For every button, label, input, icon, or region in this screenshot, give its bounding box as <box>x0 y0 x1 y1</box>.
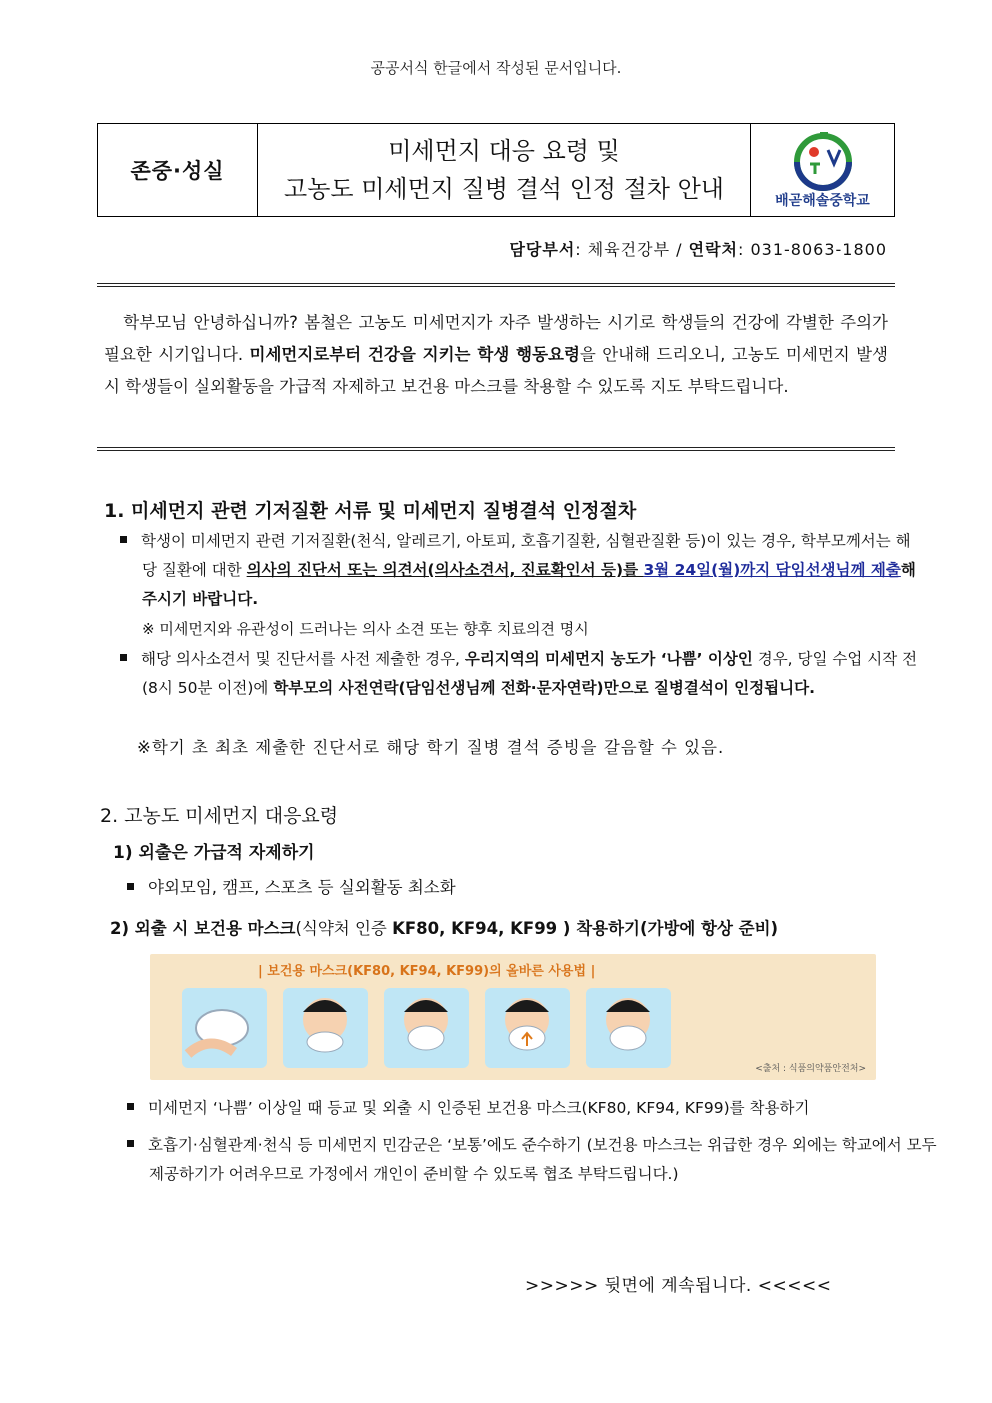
school-logo <box>751 124 894 216</box>
contact-line <box>509 237 887 260</box>
section-1-note-2: ※학기 초 최초 제출한 진단서로 해당 학기 질병 결석 증빙을 갈음할 수 있음. <box>137 738 725 757</box>
bullet-square-icon <box>120 536 127 543</box>
intro-bold: 미세먼지로부터 건강을 지키는 학생 행동요령 <box>249 345 580 364</box>
school-name: 배곧해솔중학교 <box>775 193 870 209</box>
mask-image-caption: | 보건용 마스크(KF80, KF94, KF99)의 올바른 사용법 | <box>258 964 596 979</box>
bullet-square-icon <box>127 883 134 890</box>
document-title <box>258 124 751 216</box>
s1b2-text: 해당 의사소견서 및 진단서를 사전 제출한 경우, <box>141 650 465 668</box>
section-1-title: 1. 미세먼지 관련 기저질환 서류 및 미세먼지 질병결석 인정절차 <box>104 500 637 522</box>
divider-top <box>97 283 895 287</box>
section-1-bullet-1 <box>120 527 922 614</box>
continued-note: >>>>> 뒷면에 계속됩니다. <<<<< <box>525 1276 832 1296</box>
s2-bullet-1-text: 미세먼지 ‘나쁨’ 이상일 때 등교 및 외출 시 인증된 보건용 마스크(KF80, KF94, KF99)를 착용하기 <box>148 1099 810 1117</box>
s2-bullet-2-text: 호흡기·심혈관계·천식 등 미세먼지 민감군은 ‘보통’에도 준수하기 (보건용 마스크는 위급한 경우 외에는 학교에서 모두 제공하기가 어려우므로 가정에서 개인이 준비할 수 있도록 협조 부탁드립니다.) <box>148 1136 937 1183</box>
intro-text-2: 을 안내해 드리오니, 고농도 미세먼지 발생시 학생들이 실외활동을 가급적 자제하고 보건용 마스크를 착용할 수 있도록 지도 부탁드립니다. <box>104 345 888 396</box>
s1b1-underline: 의사의 진단서 또는 의견서(의사소견서, 진료확인서 등)를 <box>246 561 644 579</box>
top-note: 공공서식 한글에서 작성된 문서입니다. <box>370 59 622 77</box>
section-1-note-1: ※ 미세먼지와 유관성이 드러나는 의사 소견 또는 향후 치료의견 명시 <box>142 620 589 638</box>
section-1-bullet-2 <box>120 645 922 703</box>
section-2-bullet-1 <box>127 1094 809 1123</box>
s2-sub1-bullet-text: 야외모임, 캠프, 스포츠 등 실외활동 최소화 <box>148 878 456 897</box>
intro-paragraph <box>104 307 888 403</box>
s1b1-text: 학생이 미세먼지 관련 기저질환(천식, 알레르기, 아토피, 호흡기질환, 심혈관질환 등)이 있는 경우, 학부모께서는 해당 질환에 대한 <box>141 532 911 579</box>
section-2-sub-1: 1) 외출은 가급적 자제하기 <box>113 843 315 863</box>
section-2-sub-1-bullet <box>127 873 456 902</box>
s2-sub2-bold: 2) 외출 시 보건용 마스크 <box>110 919 296 938</box>
bullet-square-icon <box>127 1103 134 1110</box>
s2-sub2-kf: KF80, KF94, KF99 <box>392 919 558 938</box>
s1b1-deadline: 3월 24일(월)까지 담임선생님께 제출 <box>643 561 901 579</box>
dept-label: 담당부서 <box>509 240 576 259</box>
s2-sub2-end: ) 착용하기(가방에 항상 준비) <box>557 919 779 938</box>
header-table <box>97 123 895 217</box>
school-motto: 존중·성실 <box>98 124 258 216</box>
s1b2-bold-2: 학부모의 사전연락(담임선생님께 전화·문자연락)만으로 질병결석이 인정됩니다. <box>273 679 815 697</box>
intro-text-1: 학부모님 안녕하십니까? 봄철은 고농도 미세먼지가 자주 발생하는 시기로 학생들의 건강에 각별한 주의가 필요한 시기입니다. <box>104 313 888 364</box>
phone-value: : 031-8063-1800 <box>738 240 887 259</box>
bullet-square-icon <box>120 654 127 661</box>
dept-value: : 체육건강부 <box>575 240 671 259</box>
contact-separator: / <box>670 240 689 259</box>
mask-usage-image <box>150 954 876 1080</box>
school-emblem-icon <box>788 130 858 192</box>
s1b1-end: 해주시기 바랍니다. <box>142 561 916 608</box>
section-2-title: 2. 고농도 미세먼지 대응요령 <box>100 805 339 827</box>
s1b2-text-2: 경우, 당일 수업 시작 전(8시 50분 이전)에 <box>142 650 918 697</box>
section-2-sub-2 <box>110 915 778 939</box>
s1b2-bold-1: 우리지역의 미세먼지 농도가 ‘나쁨’ 이상인 <box>464 650 753 668</box>
title-line-2: 고농도 미세먼지 질병 결석 인정 절차 안내 <box>284 175 724 203</box>
title-line-1: 미세먼지 대응 요령 및 <box>388 137 620 165</box>
divider-bottom <box>97 447 895 451</box>
mask-image-source: <출처 : 식품의약품안전처> <box>755 1064 866 1074</box>
section-2-bullet-2 <box>127 1131 949 1189</box>
s2-sub2-text: (식약처 인증 <box>295 919 393 938</box>
phone-label: 연락처 <box>688 240 738 259</box>
bullet-square-icon <box>127 1140 134 1147</box>
